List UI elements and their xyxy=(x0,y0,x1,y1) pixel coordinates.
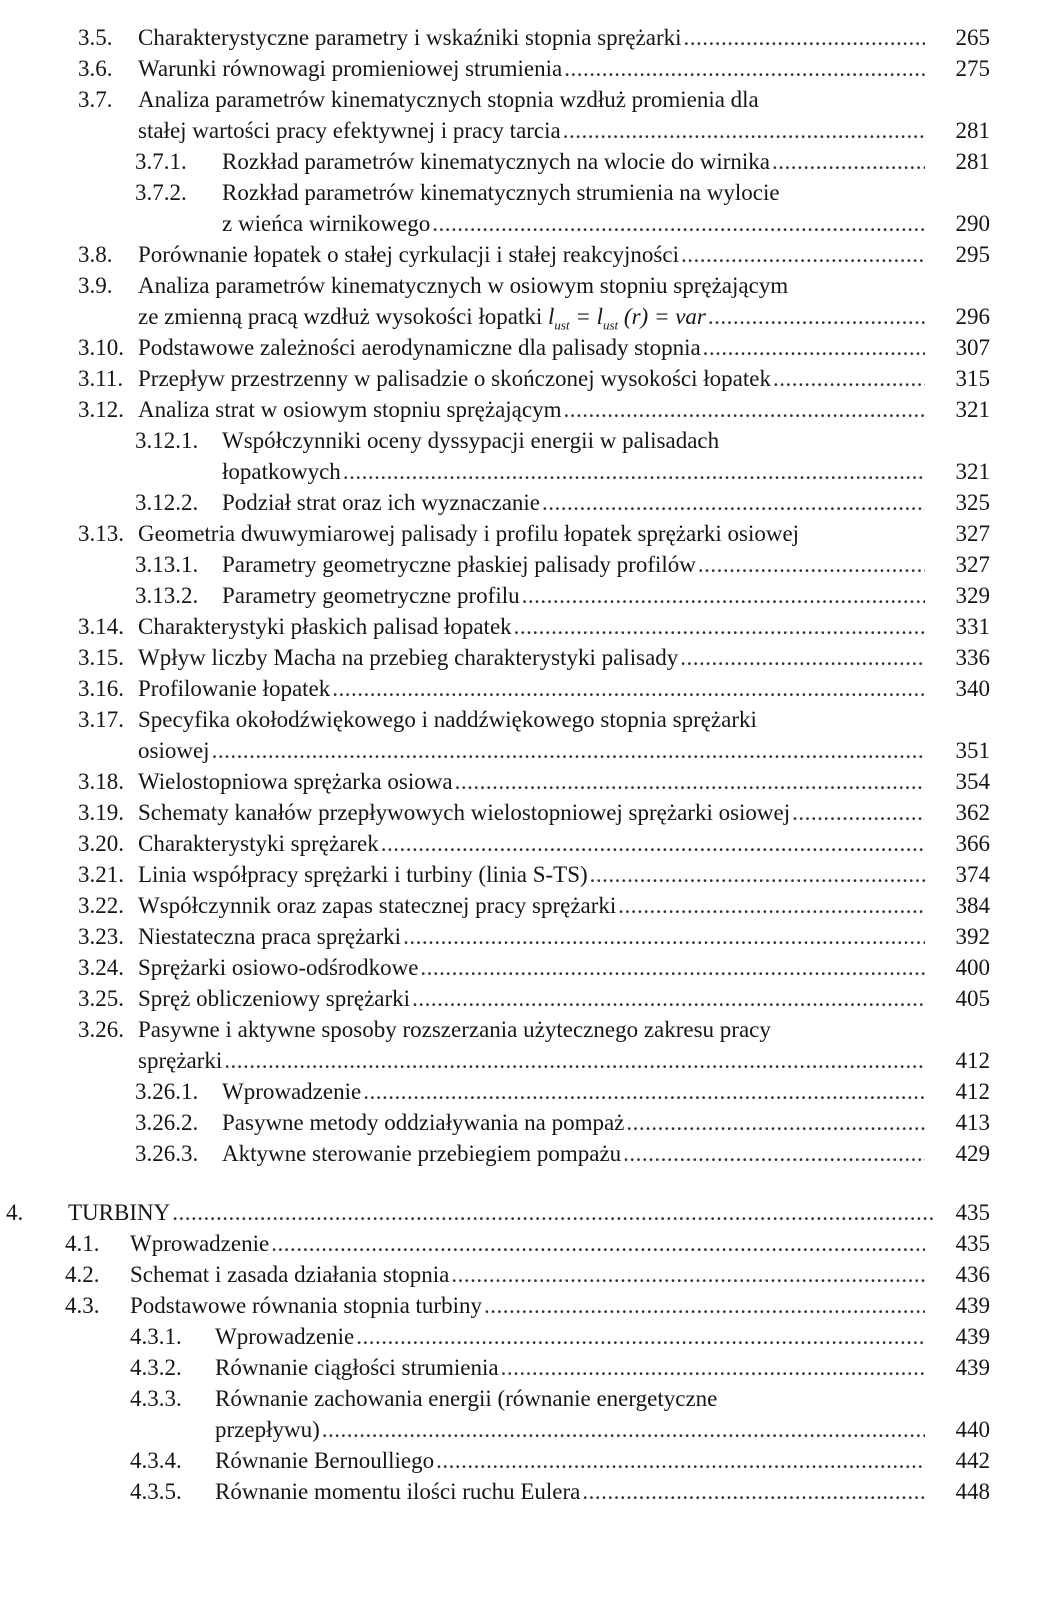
toc-entry[interactable] xyxy=(0,1352,1054,1383)
toc-entry-title-line: łopatkowych xyxy=(222,459,341,484)
toc-page-number: 275 xyxy=(955,56,990,81)
toc-page-number: 325 xyxy=(955,490,990,515)
dot-leader xyxy=(320,1414,925,1445)
dot-leader xyxy=(330,673,925,704)
toc-entry[interactable] xyxy=(0,22,1054,53)
toc-entry-title-line: przepływu) xyxy=(215,1417,320,1442)
toc-page-number: 436 xyxy=(955,1262,990,1287)
dot-leader xyxy=(616,890,925,921)
toc-entry-number: 3.9. xyxy=(78,273,113,298)
toc-entry-title-line: osiowej xyxy=(138,738,210,763)
toc-entry-title-line: Niestateczna praca sprężarki xyxy=(138,924,402,949)
toc-entry-number: 3.20. xyxy=(78,831,124,856)
toc-entry-title-line: Wprowadzenie xyxy=(222,1079,362,1104)
toc-entry[interactable] xyxy=(0,859,1054,890)
toc-page-number: 281 xyxy=(955,118,990,143)
toc-entry-number: 3.19. xyxy=(78,800,124,825)
toc-entry-number: 3.15. xyxy=(78,645,124,670)
toc-entry-title-line: Charakterystyczne parametry i wskaźniki stopnia sprężarki xyxy=(138,25,682,50)
toc-entry[interactable] xyxy=(0,1138,1054,1169)
toc-entry-title-line: Spręż obliczeniowy sprężarki xyxy=(138,986,411,1011)
toc-entry-number: 4.2. xyxy=(65,1262,100,1287)
toc-entry[interactable] xyxy=(0,518,1054,549)
toc-page-number: 440 xyxy=(955,1417,990,1442)
dot-leader xyxy=(354,1321,925,1352)
toc-entry[interactable] xyxy=(0,890,1054,921)
dot-leader xyxy=(361,1076,925,1107)
toc-entry[interactable] xyxy=(0,1383,1054,1445)
toc-entry-title-line: Podział strat oraz ich wyznaczanie xyxy=(222,490,541,515)
toc-entry[interactable] xyxy=(0,1014,1054,1076)
toc-entry-title-line: Współczynnik oraz zapas statecznej pracy sprężarki xyxy=(138,893,617,918)
dot-leader xyxy=(540,487,925,518)
toc-entry-number: 3.7.2. xyxy=(135,180,187,205)
toc-page-number: 412 xyxy=(955,1048,990,1073)
toc-entry-number: 3.23. xyxy=(78,924,124,949)
dot-leader xyxy=(434,1445,925,1476)
toc-entry-title-line: Pasywne i aktywne sposoby rozszerzania użytecznego zakresu pracy xyxy=(138,1017,771,1042)
toc-entry[interactable] xyxy=(0,704,1054,766)
toc-entry[interactable] xyxy=(0,797,1054,828)
toc-page-number: 412 xyxy=(955,1079,990,1104)
dot-leader xyxy=(430,208,925,239)
toc-entry-number: 4.3.1. xyxy=(130,1324,182,1349)
toc-entry-title-line: TURBINY xyxy=(68,1200,171,1225)
toc-entry[interactable] xyxy=(0,1476,1054,1507)
toc-entry[interactable] xyxy=(0,549,1054,580)
toc-entry-title-line: Profilowanie łopatek xyxy=(138,676,331,701)
toc-page-number: 442 xyxy=(955,1448,990,1473)
toc-entry[interactable] xyxy=(0,1107,1054,1138)
toc-entry-title-line: Podstawowe zależności aerodynamiczne dla palisady stopnia xyxy=(138,335,701,360)
toc-entry[interactable] xyxy=(0,580,1054,611)
toc-entry[interactable] xyxy=(0,1445,1054,1476)
toc-page-number: 435 xyxy=(955,1200,990,1225)
toc-entry-title-line: Analiza strat w osiowym stopniu sprężającym xyxy=(138,397,562,422)
toc-entry-title-line: ze zmienną pracą wzdłuż wysokości łopatki $l_{ust} = l_{ust}$ (r) = var xyxy=(138,304,706,333)
toc-entry-number: 4.1. xyxy=(65,1231,100,1256)
toc-entry-number: 3.14. xyxy=(78,614,124,639)
toc-entry[interactable] xyxy=(0,239,1054,270)
dot-leader xyxy=(499,1352,925,1383)
toc-page-number: 439 xyxy=(955,1293,990,1318)
dot-leader xyxy=(562,53,925,84)
dot-leader xyxy=(210,735,925,766)
toc-entry-number: 3.10. xyxy=(78,335,124,360)
toc-page-number: 354 xyxy=(955,769,990,794)
dot-leader xyxy=(679,239,925,270)
dot-leader xyxy=(418,952,925,983)
toc-entry-title-line: Porównanie łopatek o stałej cyrkulacji i stałej reakcyjności xyxy=(138,242,679,267)
toc-entry-number: 3.7.1. xyxy=(135,149,187,174)
dot-leader xyxy=(678,642,925,673)
toc-entry-title-line: Analiza parametrów kinematycznych stopnia wzdłuż promienia dla xyxy=(138,87,759,112)
toc-page-number: 336 xyxy=(955,645,990,670)
toc-page-number: 321 xyxy=(955,459,990,484)
toc-entry-number: 3.13.1. xyxy=(135,552,199,577)
toc-page-number: 315 xyxy=(955,366,990,391)
toc-page-number: 362 xyxy=(955,800,990,825)
dot-leader xyxy=(580,1476,925,1507)
toc-entry-title-line: Geometria dwuwymiarowej palisady i profilu łopatek sprężarki osiowej xyxy=(138,521,800,546)
toc-entry[interactable] xyxy=(0,1076,1054,1107)
dot-leader xyxy=(696,549,925,580)
toc-entry[interactable] xyxy=(0,363,1054,394)
dot-leader xyxy=(701,332,925,363)
toc-entry[interactable] xyxy=(0,177,1054,239)
dot-leader xyxy=(682,22,926,53)
toc-page-number: 405 xyxy=(955,986,990,1011)
toc-page-number: 295 xyxy=(955,242,990,267)
toc-entry[interactable] xyxy=(0,673,1054,704)
toc-entry[interactable] xyxy=(0,921,1054,952)
toc-entry-title-line: Równanie ciągłości strumienia xyxy=(215,1355,499,1380)
dot-leader xyxy=(621,1138,925,1169)
dot-leader xyxy=(588,859,925,890)
toc-entry-number: 3.21. xyxy=(78,862,124,887)
toc-entry-number: 4.3.5. xyxy=(130,1479,182,1504)
toc-entry-number: 3.13.2. xyxy=(135,583,199,608)
toc-entry-number: 3.12. xyxy=(78,397,124,422)
toc-page-number: 329 xyxy=(955,583,990,608)
toc-page-number: 413 xyxy=(955,1110,990,1135)
toc-page-number: 281 xyxy=(955,149,990,174)
toc-entry-number: 3.11. xyxy=(78,366,124,391)
toc-entry[interactable] xyxy=(0,1259,1054,1290)
toc-page-number: 439 xyxy=(955,1355,990,1380)
dot-leader xyxy=(482,1290,925,1321)
toc-entry-title-line: Równanie Bernoulliego xyxy=(215,1448,435,1473)
dot-leader xyxy=(449,1259,925,1290)
toc-entry-title-line: Parametry geometryczne profilu xyxy=(222,583,520,608)
toc-page-number: 429 xyxy=(955,1141,990,1166)
toc-entry-title-line: Schemat i zasada działania stopnia xyxy=(130,1262,450,1287)
toc-entry[interactable] xyxy=(0,332,1054,363)
toc-entry[interactable] xyxy=(0,394,1054,425)
toc-entry-title-line: Analiza parametrów kinematycznych w osiowym stopniu sprężającym xyxy=(138,273,789,298)
toc-entry-title-line: Wielostopniowa sprężarka osiowa xyxy=(138,769,453,794)
toc-entry-title-line: Charakterystyki płaskich palisad łopatek xyxy=(138,614,512,639)
toc-entry-title-line: Wprowadzenie xyxy=(130,1231,270,1256)
dot-leader xyxy=(520,580,925,611)
toc-page-number: 435 xyxy=(955,1231,990,1256)
dot-leader xyxy=(561,115,925,146)
toc-entry-number: 3.5. xyxy=(78,25,113,50)
toc-entry-number: 3.13. xyxy=(78,521,124,546)
toc-page-number: 265 xyxy=(955,25,990,50)
dot-leader xyxy=(512,611,925,642)
toc-entry[interactable] xyxy=(0,766,1054,797)
toc-entry-number: 3.18. xyxy=(78,769,124,794)
toc-page-number: 290 xyxy=(955,211,990,236)
toc-entry[interactable] xyxy=(0,828,1054,859)
toc-entry-title-line: Charakterystyki sprężarek xyxy=(138,831,379,856)
toc-entry-number: 4.3.2. xyxy=(130,1355,182,1380)
toc-page-number: 331 xyxy=(955,614,990,639)
toc-entry-title-line: stałej wartości pracy efektywnej i pracy tarcia xyxy=(138,118,561,143)
toc-page-number: 327 xyxy=(955,552,990,577)
toc-entry-number: 3.12.1. xyxy=(135,428,199,453)
dot-leader xyxy=(269,1228,925,1259)
toc-entry-title-line: Linia współpracy sprężarki i turbiny (linia S-TS) xyxy=(138,862,588,887)
dot-leader xyxy=(624,1107,925,1138)
toc-entry-number: 3.22. xyxy=(78,893,124,918)
toc-entry-number: 4.3.4. xyxy=(130,1448,182,1473)
toc-entry-title-line: Schematy kanałów przepływowych wielostopniowej sprężarki osiowej xyxy=(138,800,791,825)
toc-entry-title-line: Współczynniki oceny dyssypacji energii w palisadach xyxy=(222,428,720,453)
toc-page-number: 307 xyxy=(955,335,990,360)
toc-entry-title-line: sprężarki xyxy=(138,1048,223,1073)
toc-entry[interactable] xyxy=(0,84,1054,146)
toc-entry-title-line: Przepływ przestrzenny w palisadzie o skończonej wysokości łopatek xyxy=(138,366,771,391)
toc-entry[interactable] xyxy=(0,487,1054,518)
toc-entry-title-line: Równanie zachowania energii (równanie energetyczne xyxy=(215,1386,718,1411)
toc-page-number: 327 xyxy=(955,521,990,546)
dot-leader xyxy=(341,456,925,487)
toc-entry-title-line: Wpływ liczby Macha na przebieg charakterystyki palisady xyxy=(138,645,679,670)
toc-entry-number: 4. xyxy=(6,1200,24,1225)
formula-text: $l_{ust} = l_{ust}$ (r) = var xyxy=(548,304,706,333)
toc-entry[interactable] xyxy=(0,1228,1054,1259)
toc-entry[interactable] xyxy=(0,1197,1054,1228)
toc-page-number: 439 xyxy=(955,1324,990,1349)
toc-entry-number: 3.12.2. xyxy=(135,490,199,515)
toc-entry[interactable] xyxy=(0,952,1054,983)
dot-leader xyxy=(222,1045,925,1076)
toc-entry-number: 3.26.1. xyxy=(135,1079,199,1104)
toc-entry-title-line: Rozkład parametrów kinematycznych strumienia na wylocie xyxy=(222,180,780,205)
dot-leader xyxy=(771,363,925,394)
dot-leader xyxy=(561,394,925,425)
toc-page-number: 374 xyxy=(955,862,990,887)
toc-page-number: 351 xyxy=(955,738,990,763)
toc-entry-number: 4.3. xyxy=(65,1293,100,1318)
toc-entry-title-line: Równanie momentu ilości ruchu Eulera xyxy=(215,1479,581,1504)
toc-page-number: 384 xyxy=(955,893,990,918)
toc-entry-number: 3.24. xyxy=(78,955,124,980)
toc-entry-number: 3.26. xyxy=(78,1017,124,1042)
toc-entry[interactable] xyxy=(0,983,1054,1014)
toc-entry-number: 3.16. xyxy=(78,676,124,701)
toc-entry-number: 3.26.3. xyxy=(135,1141,199,1166)
toc-entry[interactable] xyxy=(0,146,1054,177)
dot-leader xyxy=(706,301,925,332)
toc-entry-number: 3.26.2. xyxy=(135,1110,199,1135)
toc-page-number: 296 xyxy=(955,304,990,329)
toc-entry-title-line: Aktywne sterowanie przebiegiem pompażu xyxy=(222,1141,622,1166)
toc-entry[interactable] xyxy=(0,1321,1054,1352)
toc-page-number: 448 xyxy=(955,1479,990,1504)
dot-leader xyxy=(170,1197,935,1228)
dot-leader xyxy=(379,828,925,859)
toc-page-number: 321 xyxy=(955,397,990,422)
toc-page-number: 400 xyxy=(955,955,990,980)
toc-entry-title-line: Wprowadzenie xyxy=(215,1324,355,1349)
toc-page-number: 340 xyxy=(955,676,990,701)
toc-entry[interactable] xyxy=(0,53,1054,84)
toc-entry[interactable] xyxy=(0,425,1054,487)
toc-entry-title-line: Rozkład parametrów kinematycznych na wlocie do wirnika xyxy=(222,149,770,174)
toc-entry[interactable] xyxy=(0,611,1054,642)
toc-entry-title-line: Warunki równowagi promieniowej strumienia xyxy=(138,56,563,81)
dot-leader xyxy=(410,983,925,1014)
toc-entry-number: 3.6. xyxy=(78,56,113,81)
toc-entry-number: 3.25. xyxy=(78,986,124,1011)
toc-entry-title-line: Specyfika okołodźwiękowego i naddźwiękowego stopnia sprężarki xyxy=(138,707,757,732)
toc-entry-title-line: Podstawowe równania stopnia turbiny xyxy=(130,1293,482,1318)
toc-entry-title-line: Pasywne metody oddziaływania na pompaż xyxy=(222,1110,625,1135)
toc-page-number: 392 xyxy=(955,924,990,949)
toc-page-number: 366 xyxy=(955,831,990,856)
toc-entry-title-line: Sprężarki osiowo-odśrodkowe xyxy=(138,955,419,980)
toc-entry[interactable] xyxy=(0,1290,1054,1321)
toc-entry-title-line: Parametry geometryczne płaskiej palisady profilów xyxy=(222,552,696,577)
toc-entry-number: 3.17. xyxy=(78,707,124,732)
toc-entry[interactable] xyxy=(0,270,1054,332)
dot-leader xyxy=(770,146,925,177)
toc-entry-number: 4.3.3. xyxy=(130,1386,182,1411)
dot-leader xyxy=(790,797,925,828)
toc-entry-number: 3.8. xyxy=(78,242,113,267)
toc-entry-title-line: z wieńca wirnikowego xyxy=(222,211,431,236)
toc-entry[interactable] xyxy=(0,642,1054,673)
dot-leader xyxy=(453,766,925,797)
toc-entry-number: 3.7. xyxy=(78,87,113,112)
dot-leader xyxy=(401,921,925,952)
